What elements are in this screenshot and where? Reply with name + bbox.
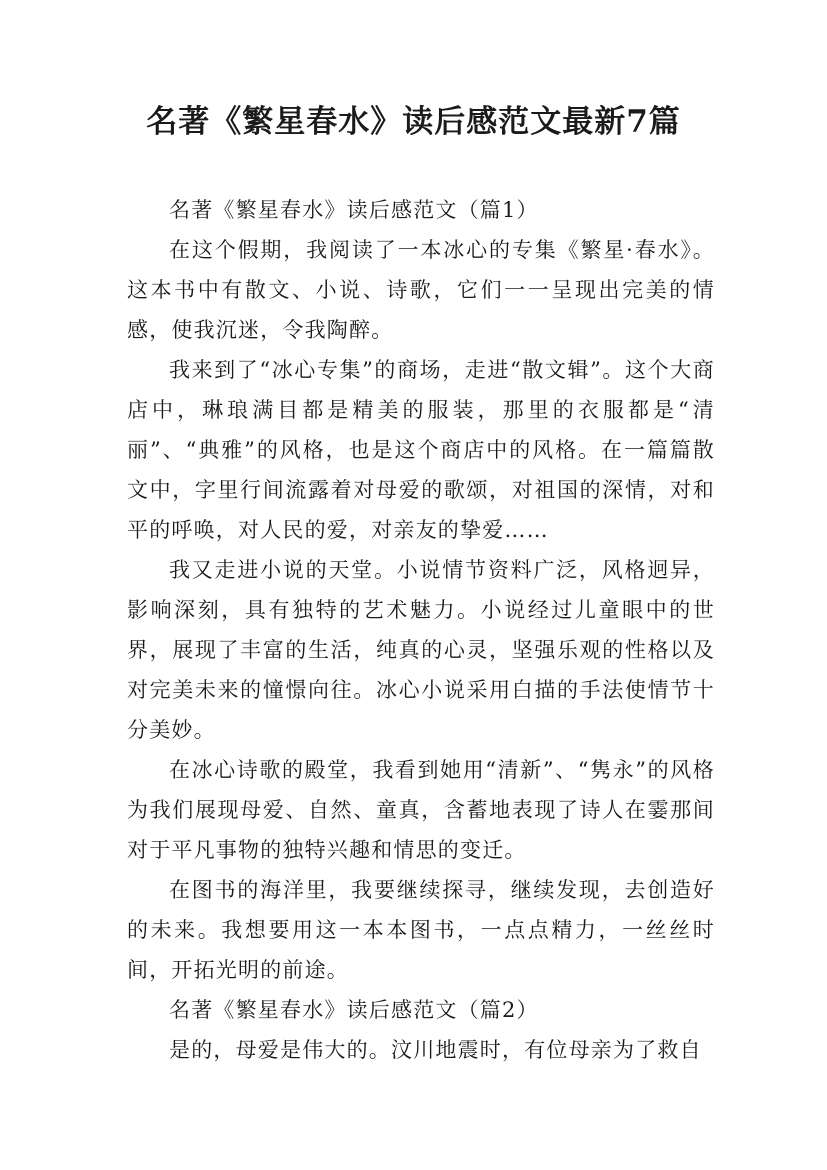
paragraph: 是的，母爱是伟大的。汶川地震时，有位母亲为了救自 xyxy=(169,1038,702,1062)
paragraph: 在这个假期，我阅读了一本冰心的专集《繁星·春水》。这本书中有散文、小说、诗歌，它们一一呈现出完美的情感，使我沉迷，令我陶醉。 xyxy=(127,238,715,342)
paragraph: 在冰心诗歌的殿堂，我看到她用“清新”、“隽永”的风格为我们展现母爱、自然、童真，含蓄地表现了诗人在霎那间对于平凡事物的独特兴趣和情思的变迁。 xyxy=(127,758,715,862)
paragraph: 我又走进小说的天堂。小说情节资料广泛，风格迥异，影响深刻，具有独特的艺术魅力。小说经过儿童眼中的世界，展现了丰富的生活，纯真的心灵，坚强乐观的性格以及对完美未来的憧憬向往。冰心小说采用白描的手法使情节十分美妙。 xyxy=(127,558,715,742)
section-heading-2: 名著《繁星春水》读后感范文（篇2） xyxy=(169,998,539,1022)
paragraph: 我来到了“冰心专集”的商场，走进“散文辑”。这个大商店中，琳琅满目都是精美的服装，那里的衣服都是“清丽”、“典雅”的风格，也是这个商店中的风格。在一篇篇散文中，字里行间流露着对母爱的歌颂，对祖国的深情，对和平的呼唤，对人民的爱，对亲友的挚爱…… xyxy=(127,358,715,542)
document-body xyxy=(127,190,715,1070)
paragraph: 在图书的海洋里，我要继续探寻，继续发现，去创造好的未来。我想要用这一本本图书，一点点精力，一丝丝时间，开拓光明的前途。 xyxy=(127,878,715,982)
section-heading-1: 名著《繁星春水》读后感范文（篇1） xyxy=(169,198,539,222)
document-title: 名著《繁星春水》读后感范文最新7篇 xyxy=(146,104,681,140)
